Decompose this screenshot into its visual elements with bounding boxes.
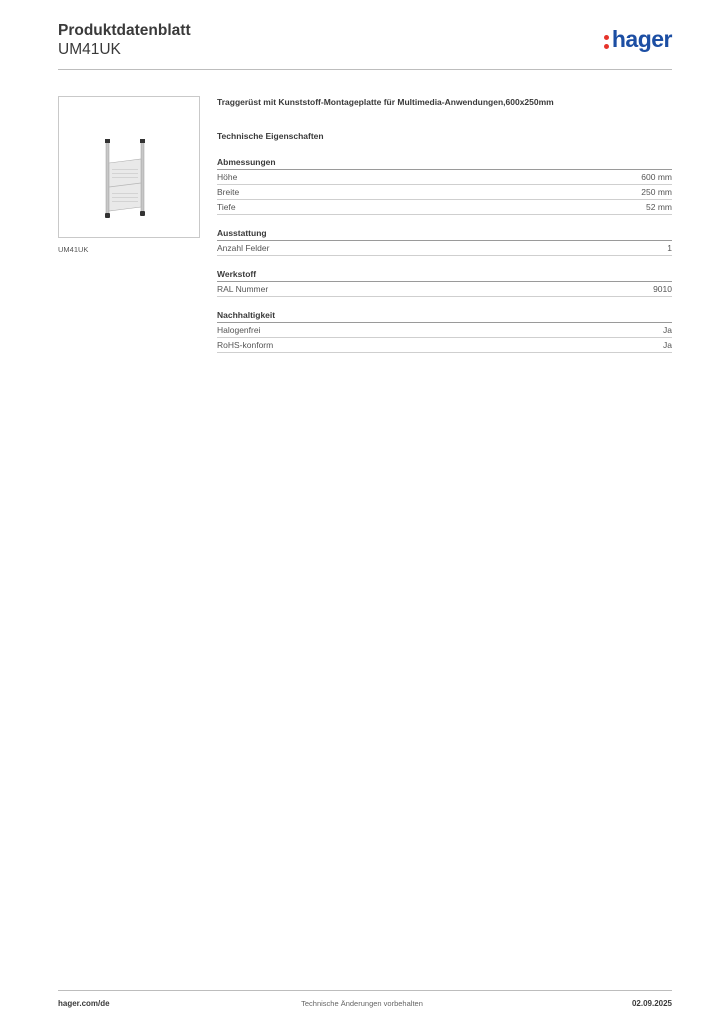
spec-row: [217, 282, 672, 297]
footer-divider: [58, 990, 672, 991]
footer-date: 02.09.2025: [631, 999, 672, 1008]
spec-value: Ja: [663, 325, 672, 335]
product-image-frame: [58, 96, 200, 238]
spec-row: [217, 170, 672, 185]
spec-row: [217, 241, 672, 256]
top-left-mount: [105, 139, 110, 143]
spec-label: RoHS-konform: [217, 340, 274, 350]
footer-disclaimer: Technische Änderungen vorbehalten: [301, 999, 423, 1008]
product-code: UM41UK: [58, 41, 121, 58]
spec-group-ausstattung: [217, 227, 672, 256]
spec-row: [217, 185, 672, 200]
hager-logo[interactable]: [604, 26, 672, 56]
product-description: Traggerüst mit Kunststoff-Montageplatte für Multimedia-Anwendungen,600x250mm: [217, 97, 554, 107]
logo-text: hager: [611, 26, 672, 52]
spec-group-title: Werkstoff: [217, 268, 672, 282]
spec-label: Tiefe: [217, 202, 236, 212]
bottom-left-foot: [105, 213, 110, 218]
spec-group-nachhaltigkeit: [217, 309, 672, 353]
product-details: [217, 96, 672, 353]
page-header: [58, 20, 672, 70]
document-title: Produktdatenblatt: [58, 22, 191, 39]
product-image-caption: UM41UK: [58, 245, 89, 254]
spec-row: [217, 323, 672, 338]
spec-group-title: Ausstattung: [217, 227, 672, 241]
spec-value: Ja: [663, 340, 672, 350]
logo-dots-icon: [604, 26, 610, 52]
spec-group-abmessungen: [217, 156, 672, 215]
spec-label: Halogenfrei: [217, 325, 261, 335]
bottom-right-foot: [140, 211, 145, 216]
header-divider: [58, 69, 672, 70]
spec-group-title: Nachhaltigkeit: [217, 309, 672, 323]
product-image: [59, 97, 199, 237]
spec-label: Anzahl Felder: [217, 243, 270, 253]
footer-website-link[interactable]: hager.com/de: [58, 999, 110, 1008]
spec-label: Höhe: [217, 172, 238, 182]
spec-label: RAL Nummer: [217, 284, 269, 294]
spec-label: Breite: [217, 187, 240, 197]
spec-value: 600 mm: [641, 172, 672, 182]
top-right-mount: [140, 139, 145, 143]
spec-value: 1: [667, 243, 672, 253]
spec-value: 9010: [653, 284, 672, 294]
right-rail: [141, 142, 144, 214]
spec-value: 250 mm: [641, 187, 672, 197]
spec-group-title: Abmessungen: [217, 156, 672, 170]
spec-group-werkstoff: [217, 268, 672, 297]
spec-row: [217, 338, 672, 353]
left-rail: [106, 142, 109, 214]
spec-row: [217, 200, 672, 215]
spec-value: 52 mm: [646, 202, 672, 212]
specs-heading: Technische Eigenschaften: [217, 131, 324, 141]
